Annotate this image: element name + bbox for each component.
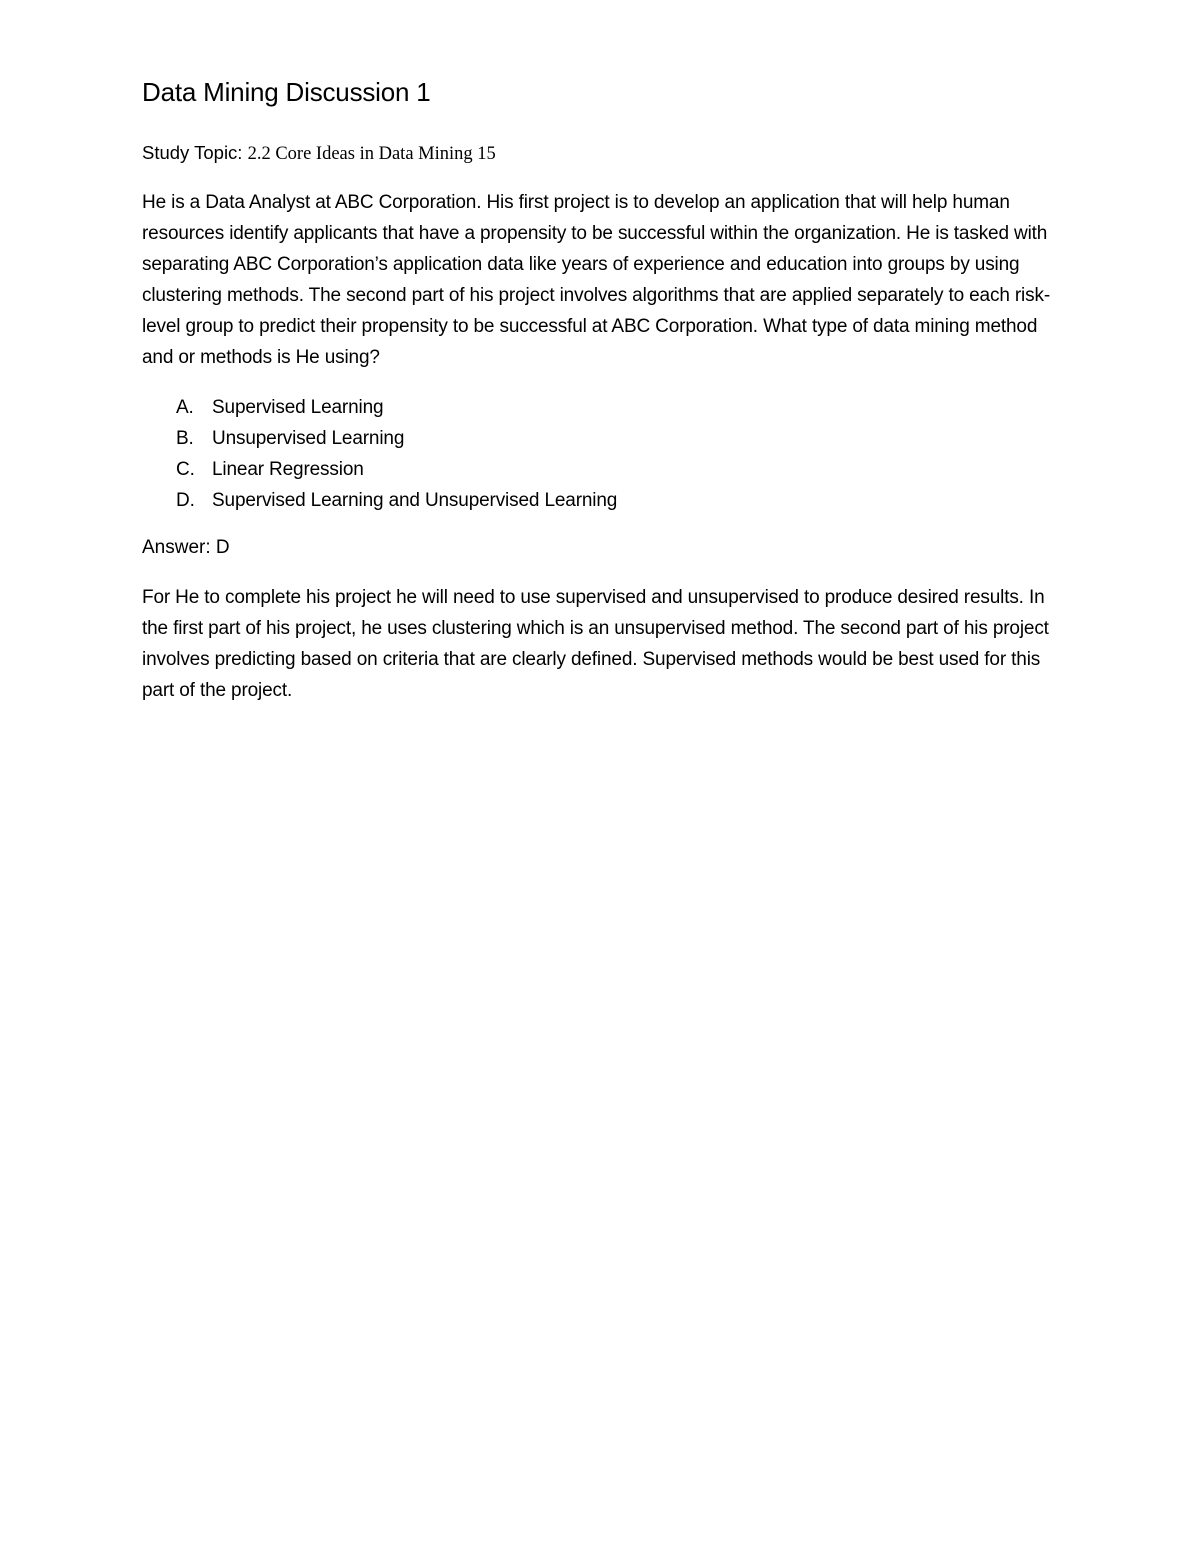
option-d	[142, 485, 1062, 516]
study-topic-label: Study Topic:	[142, 142, 243, 163]
option-letter: A.	[176, 397, 194, 418]
option-text: Unsupervised Learning	[212, 428, 405, 449]
study-topic-value: 2.2 Core Ideas in Data Mining 15	[247, 144, 496, 164]
option-a	[142, 392, 1062, 423]
option-letter: B.	[176, 428, 194, 449]
option-text: Linear Regression	[212, 459, 364, 480]
option-letter: C.	[176, 459, 195, 480]
answer-options	[142, 392, 1062, 516]
document-content	[142, 74, 1062, 725]
explanation-text: For He to complete his project he will need to use supervised and unsupervised to produce desired results. In the first part of his project, he uses clustering which is an unsupervised method. The second part of his project involves predicting based on criteria that are clearly defined. Supervised methods would be best used for this part of the project.	[142, 587, 1049, 701]
option-letter: D.	[176, 490, 195, 511]
document-title: Data Mining Discussion 1	[142, 77, 431, 107]
option-text: Supervised Learning	[212, 397, 384, 418]
option-text: Supervised Learning and Unsupervised Learning	[212, 490, 618, 511]
option-b	[142, 423, 1062, 454]
option-c	[142, 454, 1062, 485]
answer-line: Answer: D	[142, 537, 230, 558]
question-text: He is a Data Analyst at ABC Corporation. His first project is to develop an application that will help human resources identify applicants that have a propensity to be successful within the organization. He is tasked with separating ABC Corporation’s application data like years of experience and education into groups by using clustering methods. The second part of his project involves algorithms that are applied separately to each risk-level group to predict their propensity to be successful at ABC Corporation. What type of data mining method and or methods is He using?	[142, 192, 1050, 368]
study-topic	[142, 140, 1062, 167]
